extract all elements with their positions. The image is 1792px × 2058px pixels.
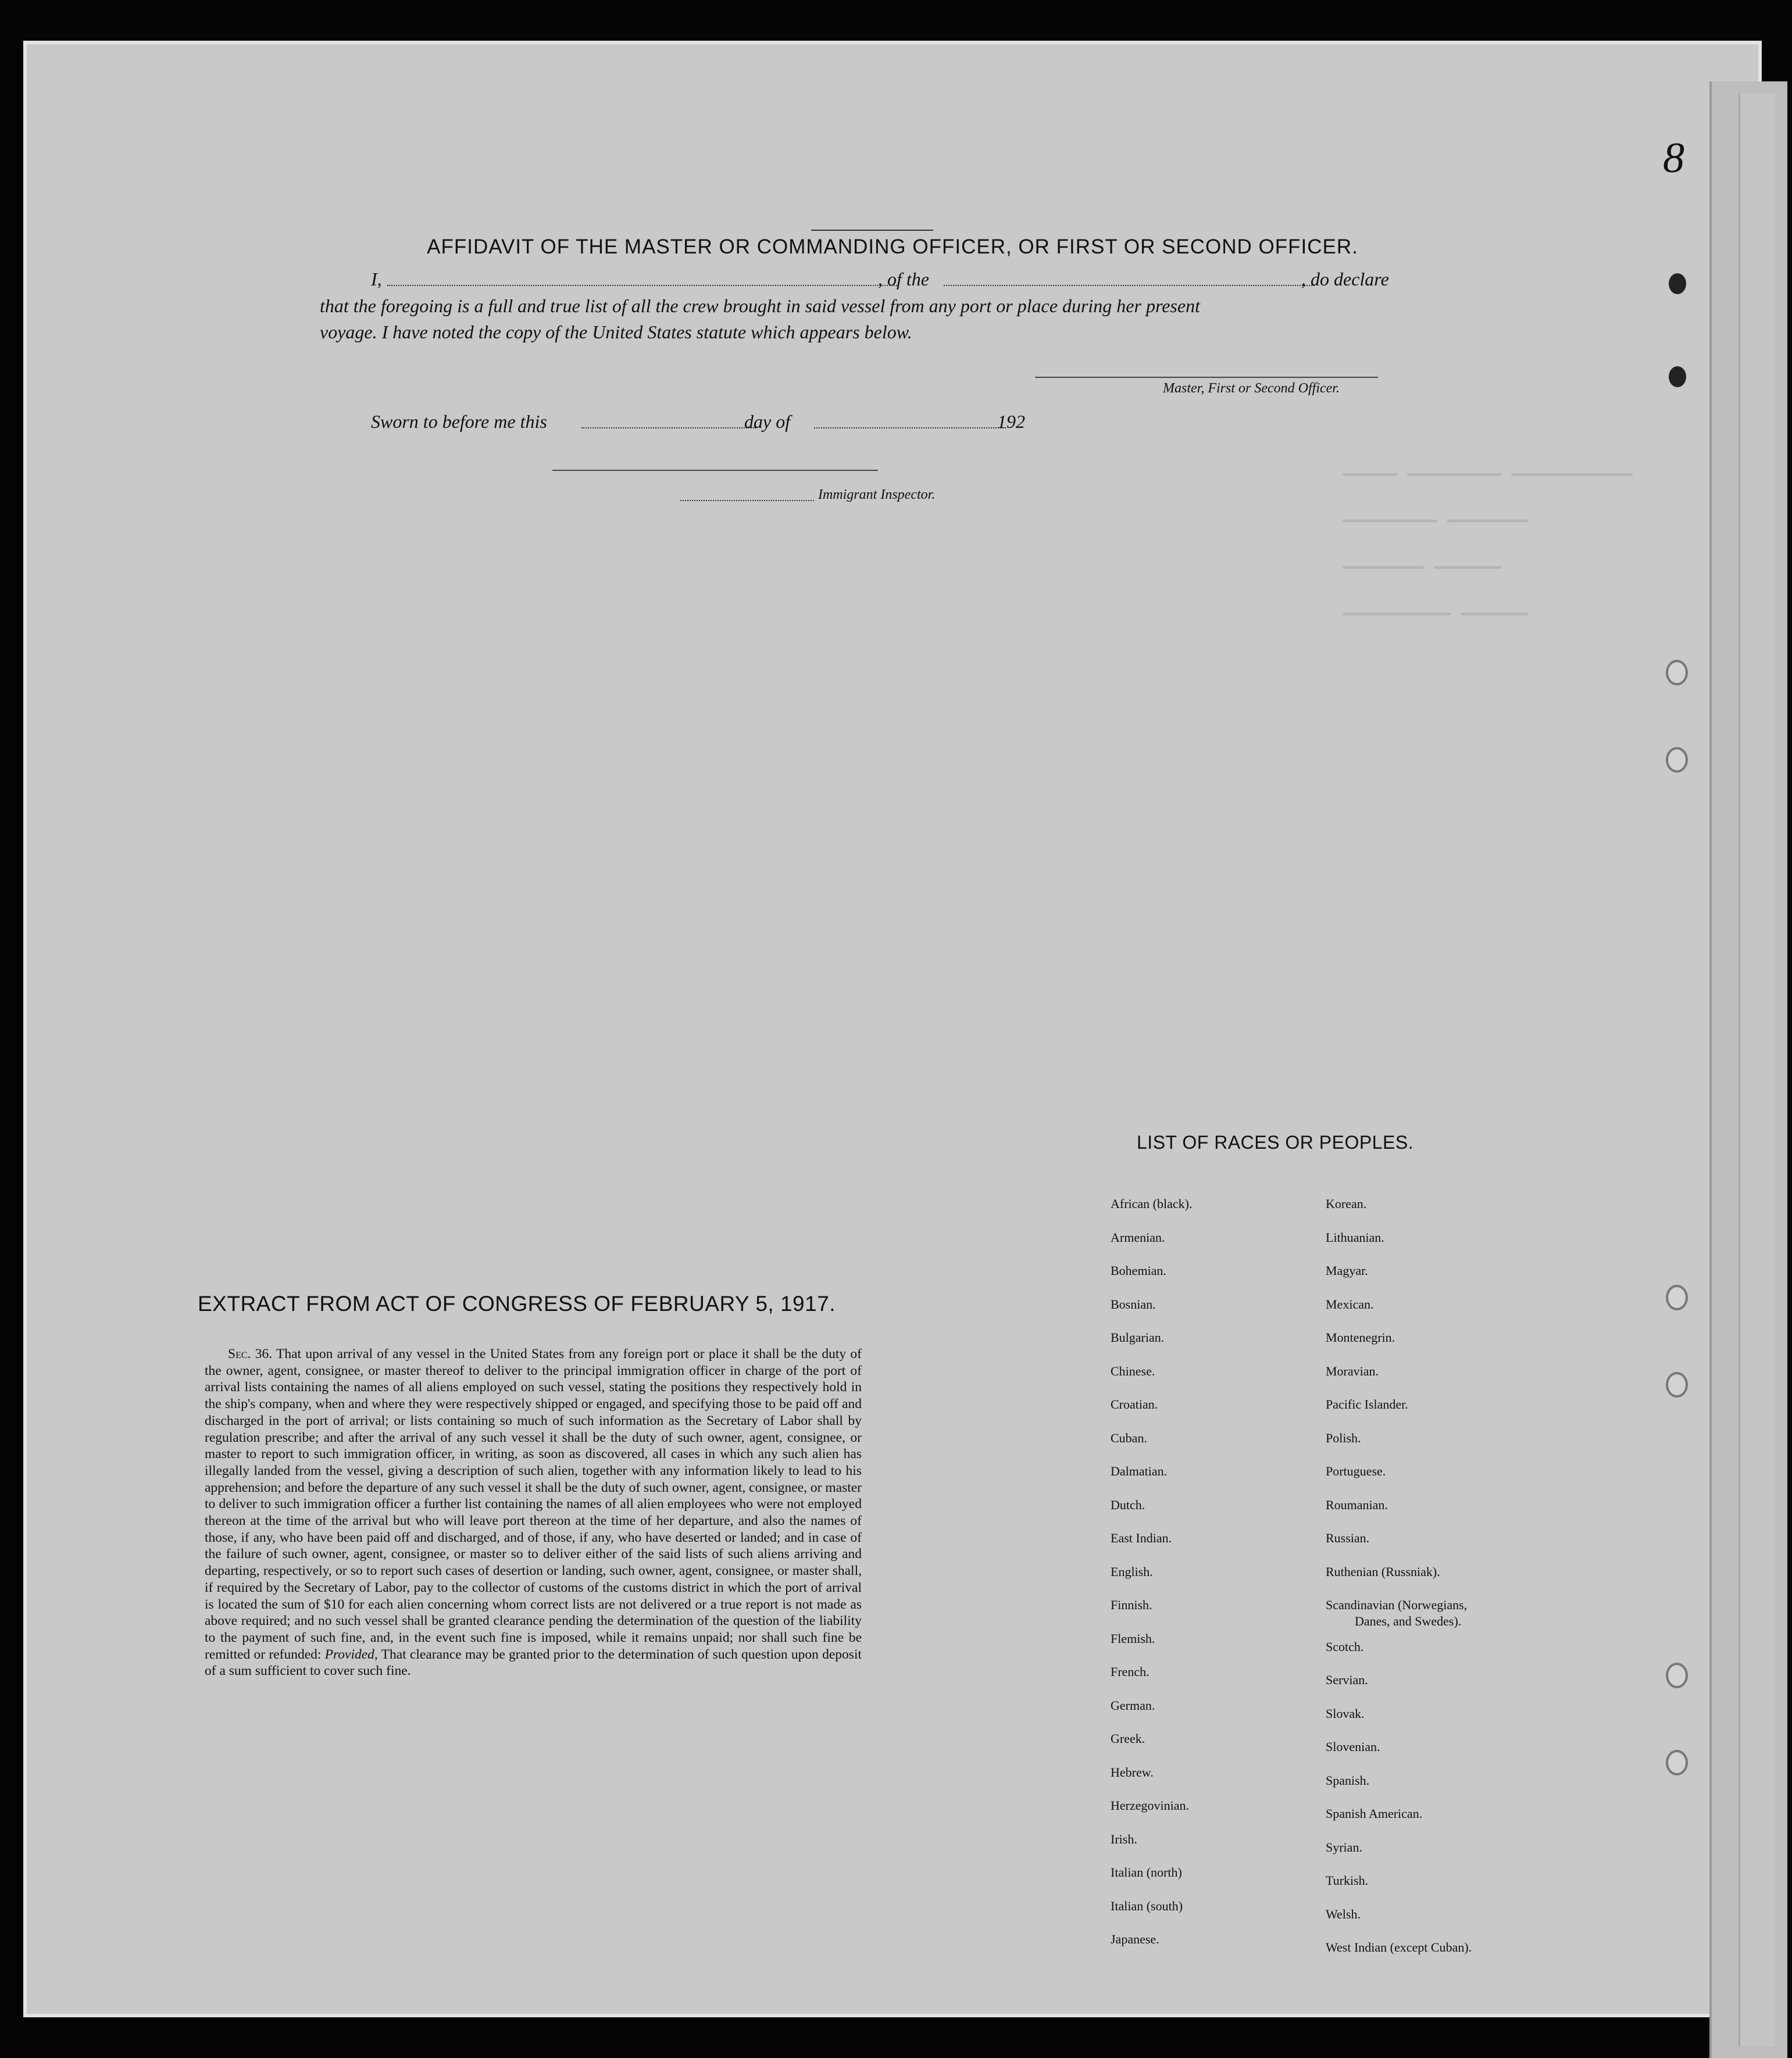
race-item: Slovenian. <box>1326 1739 1380 1754</box>
race-item: Scotch. <box>1326 1639 1364 1654</box>
race-item: Italian (north) <box>1111 1865 1182 1880</box>
race-item: Russian. <box>1326 1531 1370 1545</box>
binder-hole <box>1669 273 1686 294</box>
affidavit-i: I, <box>371 269 382 290</box>
race-item: Irish. <box>1111 1831 1137 1846</box>
race-item: Japanese. <box>1111 1932 1159 1946</box>
binder-hole <box>1666 747 1688 773</box>
inspector-caption: Immigrant Inspector. <box>818 487 936 502</box>
race-item: Bosnian. <box>1111 1296 1156 1312</box>
race-item: Lithuanian. <box>1326 1230 1384 1245</box>
page-number: 8 <box>1663 134 1684 182</box>
race-item: Dutch. <box>1111 1497 1145 1512</box>
race-item: German. <box>1111 1698 1155 1713</box>
extract-text-end: That clearance may be granted prior to the determination of such question upon deposit of a sum sufficient to cover such fine. <box>205 1646 862 1679</box>
race-item: Greek. <box>1111 1731 1145 1746</box>
race-item: Roumanian. <box>1326 1497 1388 1512</box>
race-item: Syrian. <box>1326 1839 1362 1855</box>
provided-word: Provided, <box>324 1646 378 1662</box>
binder-hole <box>1666 1750 1688 1775</box>
sworn-text: Sworn to before me this <box>371 411 547 432</box>
day-of-text: day of <box>744 411 791 432</box>
binder-hole <box>1666 660 1688 685</box>
race-item: Portuguese. <box>1326 1464 1386 1478</box>
race-item: Finnish. <box>1111 1598 1152 1612</box>
section-label: Sec. 36. <box>228 1346 273 1362</box>
race-item: Ruthenian (Russniak). <box>1326 1564 1440 1579</box>
race-item: Turkish. <box>1326 1873 1369 1888</box>
year-prefix: 192 <box>997 411 1025 432</box>
bleed-through-text: ▔▔▔▔▔▔▔ ▔▔▔▔▔▔ <box>1343 522 1528 542</box>
race-item: Herzegovinian. <box>1111 1798 1189 1813</box>
race-item: Moravian. <box>1326 1363 1379 1378</box>
inspector-dotted-line <box>680 500 814 501</box>
race-item: African (black). <box>1111 1196 1193 1211</box>
day-blank[interactable] <box>581 427 756 428</box>
binder-hole <box>1666 1285 1688 1310</box>
extract-title: EXTRACT FROM ACT OF CONGRESS OF FEBRUARY 5, 1917. <box>198 1292 836 1316</box>
race-item: West Indian (except Cuban). <box>1326 1940 1472 1955</box>
divider <box>811 230 933 231</box>
race-item: Magyar. <box>1326 1263 1368 1278</box>
race-item: Italian (south) <box>1111 1898 1183 1913</box>
race-item: East Indian. <box>1111 1531 1172 1545</box>
race-continuation: Danes, and Swedes). <box>1355 1614 1462 1628</box>
binder-hole <box>1666 1372 1688 1398</box>
affidavit-declare: , do declare <box>1301 269 1389 290</box>
race-item: Croatian. <box>1111 1397 1158 1412</box>
bleed-through-text: ▔▔▔▔▔▔▔▔ ▔▔▔▔▔ <box>1343 615 1528 635</box>
race-item: Spanish. <box>1326 1773 1370 1788</box>
race-item: Korean. <box>1326 1196 1367 1211</box>
affidavit-of-the: , of the <box>878 269 929 290</box>
race-item: Flemish. <box>1111 1631 1155 1646</box>
inspector-signature-line[interactable] <box>552 470 878 471</box>
race-item: Welsh. <box>1326 1906 1361 1921</box>
bleed-through-text: ▔▔▔▔ ▔▔▔▔▔▔▔ ▔▔▔▔▔▔▔▔▔ <box>1343 476 1633 495</box>
race-item: Mexican. <box>1326 1296 1374 1312</box>
document-page <box>23 41 1762 2017</box>
races-title: LIST OF RACES OR PEOPLES. <box>1137 1132 1414 1153</box>
month-blank[interactable] <box>814 427 1006 428</box>
officer-caption: Master, First or Second Officer. <box>1163 381 1340 396</box>
race-item: Armenian. <box>1111 1230 1165 1245</box>
race-item: English. <box>1111 1564 1153 1579</box>
race-item: French. <box>1111 1664 1150 1679</box>
name-blank[interactable] <box>387 285 899 286</box>
race-item: Slovak. <box>1326 1706 1365 1721</box>
bleed-through-text: ▔▔▔▔▔▔ ▔▔▔▔▔ <box>1343 569 1501 588</box>
race-item: Hebrew. <box>1111 1764 1154 1780</box>
race-item: Pacific Islander. <box>1326 1397 1408 1412</box>
page-edge <box>1739 93 1775 2046</box>
affidavit-line-3: voyage. I have noted the copy of the United States statute which appears below. <box>320 321 912 342</box>
race-item: Polish. <box>1326 1430 1361 1445</box>
race-item: Bohemian. <box>1111 1263 1166 1278</box>
race-item: Scandinavian (Norwegians, <box>1326 1598 1468 1612</box>
race-item: Montenegrin. <box>1326 1330 1395 1345</box>
affidavit-line-2: that the foregoing is a full and true list of all the crew brought in said vessel from any port or place during her present <box>320 295 1200 316</box>
binder-hole <box>1666 1663 1688 1688</box>
race-item: Spanish American. <box>1326 1806 1423 1821</box>
binder-hole <box>1669 366 1686 387</box>
extract-body <box>205 1346 862 1680</box>
race-item: Servian. <box>1326 1673 1368 1687</box>
race-item: Cuban. <box>1111 1430 1147 1445</box>
race-item: Dalmatian. <box>1111 1464 1168 1478</box>
affidavit-title: AFFIDAVIT OF THE MASTER OR COMMANDING OFFICER, OR FIRST OR SECOND OFFICER. <box>427 235 1358 258</box>
vessel-blank[interactable] <box>944 285 1315 286</box>
extract-text-main: That upon arrival of any vessel in the United States from any foreign port or place it shall be the duty of the owner, agent, consignee, or master thereof to deliver to the principal immigration officer in charge of the port of arrival lists containing the names of all aliens employed on such vessel, stating the positions they respectively hold in the ship's company, when and where they were respectively shipped or engaged, and specifying those to be paid off and discharged in the port of arrival; or lists containing so much of such information as the Secretary of Labor shall by regulation prescribe; and after the arrival of any such vessel it shall be the duty of such owner, agent, consignee, or master to report to such immigration officer, in writing, as soon as discovered, all cases in which any such alien has illegally landed from the vessel, giving a description of such alien, together with any information likely to lead to his apprehension; and before the departure of any such vessel it shall be the duty of such owner, agent, consignee, or master to deliver to such immigration officer a further list containing the names of all alien employees who were not employed thereon at the time of the arrival but who will leave port thereon at the time of her departure, and also the names of those, if any, who have been paid off and discharged, and of those, if any, who have deserted or landed; and in case of the failure of such owner, agent, consignee, or master so to deliver either of the said lists of such aliens arriving and departing, respectively, or so to report such cases of desertion or landing, such owner, agent, consignee, or master shall, if required by the Secretary of Labor, pay to the collector of customs of the customs district in which the port of arrival is located the sum of $10 for each alien concerning whom correct lists are not delivered or a true report is not made as above required; and no such vessel shall be granted clearance pending the determination of the question of the liability to the payment of such fine, and, in the event such fine is imposed, while it remains unpaid; nor shall such fine be remitted or refunded: <box>205 1346 862 1662</box>
race-item: Bulgarian. <box>1111 1330 1165 1345</box>
officer-signature-line[interactable] <box>1035 377 1378 378</box>
race-item: Chinese. <box>1111 1363 1155 1378</box>
